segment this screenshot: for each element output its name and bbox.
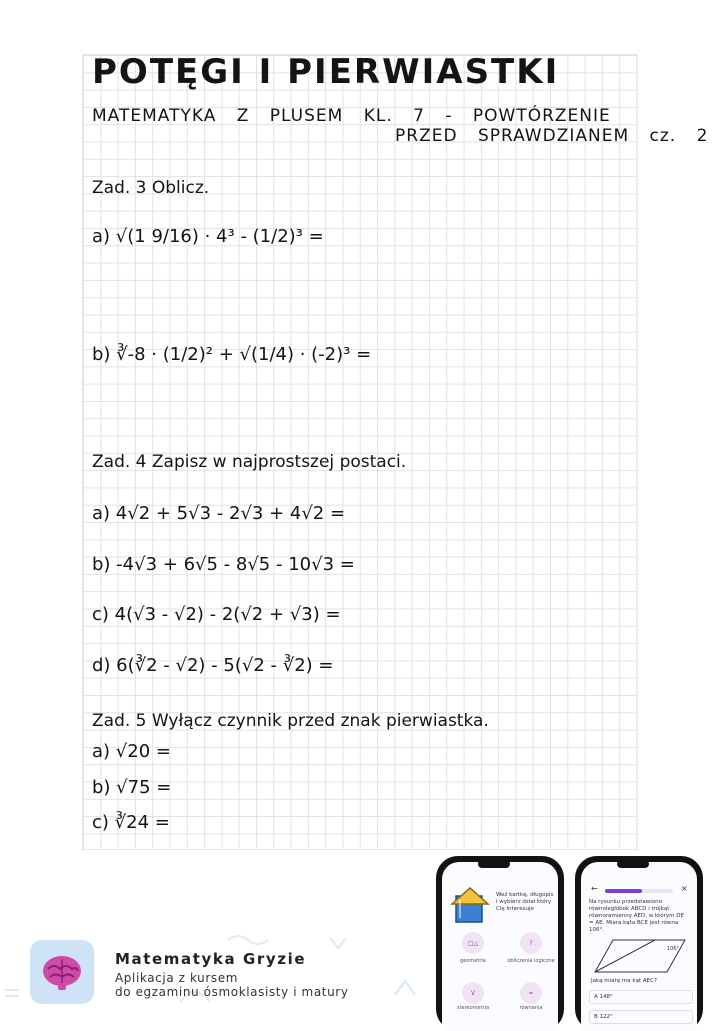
brand-logo [30,940,94,1004]
task-4-item-b: b) -4√3 + 6√5 - 8√5 - 10√3 = [92,554,355,575]
phone-mockup-right [575,856,703,1031]
task-3-item-b: b) ∛-8 · (1/2)² + √(1/4) · (-2)³ = [92,344,372,365]
phone-notch [478,860,510,868]
worksheet-title: POTĘGI I PIERWIASTKI [92,52,560,92]
task-3-item-a: a) √(1 9/16) · 4³ - (1/2)³ = [92,226,324,247]
brand-name: Matematyka Gryzie [115,950,307,968]
close-icon[interactable]: × [681,884,688,893]
task-5-item-b: b) √75 = [92,777,172,798]
geometry-tools-icon [450,886,490,926]
brain-icon [40,953,84,991]
chip-rownania-icon[interactable]: = [520,982,542,1004]
chip-geometria-label: geometria [460,958,486,964]
question-prompt: Jaką miarę ma kąt AEC? [591,978,657,984]
brand-tagline-1: Aplikacja z kursem [115,971,239,985]
phone-screen-left [442,862,558,1031]
phone-screen-right [581,862,697,1031]
task-4-item-a: a) 4√2 + 5√3 - 2√3 + 4√2 = [92,503,346,524]
progress-bar [605,889,673,893]
task-4-heading: Zad. 4 Zapisz w najprostszej postaci. [92,452,407,472]
answer-option-b[interactable]: B 122° [589,1010,693,1024]
back-arrow-icon[interactable]: ← [591,884,598,893]
chip-geometria-icon[interactable]: □△ [462,932,484,954]
chip-obliczenia-label: obliczenia logiczne [507,958,555,964]
task-5-item-c: c) ∛24 = [92,812,170,833]
chip-obliczenia-icon[interactable]: ? [520,932,542,954]
angle-label: 106° [667,946,680,952]
chip-stereometria-label: stereometria [456,1005,490,1011]
phone-mockup-left [436,856,564,1031]
phone-notch [617,860,649,868]
brand-tagline-2: do egzaminu ósmoklasisty i matury [115,985,349,999]
task-4-item-c: c) 4(√3 - √2) - 2(√2 + √3) = [92,604,341,625]
chip-rownania-label: równania [519,1005,543,1011]
answer-option-a[interactable]: A 148° [589,990,693,1004]
question-text: Na rysunku przedstawiono równoległobok ABCD i trójkąt równoramienny AED, w którym DE = AE. Miara kąta BCE jest równa 106°. [589,899,684,933]
worksheet-subtitle-line1: MATEMATYKA Z PLUSEM KL. 7 - POWTÓRZENIE [92,106,611,126]
parallelogram-diagram [589,936,689,976]
progress-bar-fill [605,889,642,893]
task-4-item-d: d) 6(∛2 - √2) - 5(√2 - ∛2) = [92,655,334,676]
task-5-item-a: a) √20 = [92,741,171,762]
task-3-heading: Zad. 3 Oblicz. [92,178,210,198]
task-5-heading: Zad. 5 Wyłącz czynnik przed znak pierwiastka. [92,711,489,731]
chip-stereometria-icon[interactable]: V [462,982,484,1004]
worksheet-subtitle-line2: PRZED SPRAWDZIANEM cz. 2 [395,126,709,146]
phone-intro-text: Weź kartkę, długopis i wybierz dział który Cię interesuje [496,892,554,912]
